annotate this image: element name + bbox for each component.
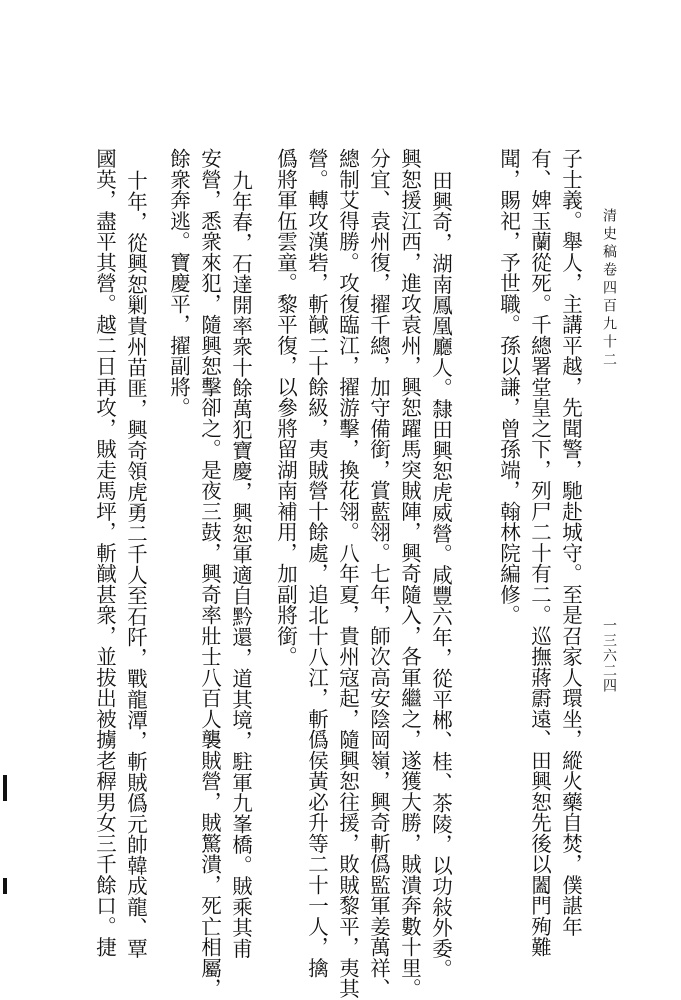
text-column-5: 興恕援江西，進攻袁州，興恕躍馬突賊陣，興奇隨入，各軍繼之，遂獲大勝，賊潰奔數十里。 (397, 148, 422, 999)
text-column-11: 安營，悉衆來犯，隨興恕擊卻之。是夜三鼓，興奇率壯士八百人襲賊營，賊驚潰，死亡相屬， (197, 148, 222, 999)
running-header-title: 清史稿卷四百九十二 (601, 208, 617, 370)
binding-mark-top (3, 775, 7, 801)
text-column-13: 十年，從興恕剿貴州苗匪，興奇領虎勇二千人至石阡，戰龍潭，斬賊僞元帥韓成龍、覃 (123, 170, 148, 959)
text-column-8: 營。轉攻漢砦，斬馘二十餘級，夷賊營十餘處，追北十八江，斬僞侯黃必升等二十一人，擒 (304, 148, 329, 978)
page-number: 一三六二四 (601, 618, 617, 693)
text-column-14: 國英，盡平其營。越二日再攻，賊走馬坪，斬馘甚衆，並拔出被擄老稺男女三千餘口。捷 (92, 148, 117, 958)
text-column-6: 分宜、袁州復，擢千總，加守備銜，賞藍翎。七年，師次高安陰岡嶺，興奇斬僞監軍姜萬祥、 (366, 148, 391, 999)
text-column-10: 九年春，石達開率衆十餘萬犯寶慶，興恕軍適自黔還，道其境，駐軍九峯橋。賊乘其甫 (228, 170, 253, 959)
text-column-12: 餘衆奔逃。寶慶平，擢副將。 (166, 148, 191, 418)
text-column-4: 田興奇，湖南鳳凰廳人。隸田興恕虎威營。咸豐六年，從平郴、桂、茶陵，以功敍外委。 (428, 170, 453, 980)
text-column-2: 有、婢玉蘭從死。千總署堂皇之下，列尸二十有二。巡撫蔣霨遠、田興恕先後以闔門殉難 (527, 148, 552, 958)
text-column-9: 僞將軍伍雲童。黎平復，以參將留湖南補用，加副將銜。 (273, 148, 298, 667)
text-column-1: 子士義。舉人，主講平越，先聞警，馳赴城守。至是召家人環坐，縱火藥自焚，僕諶年 (558, 148, 583, 937)
text-column-7: 總制艾得勝。攻復臨江，擢游擊，換花翎。八年夏，貴州寇起，隨興恕往援，敗賊黎平，夷其 (335, 148, 360, 999)
binding-mark-bottom (3, 878, 7, 894)
text-column-3: 聞，賜祀，予世職。孫以謙，曾孫端，翰林院編修。 (496, 148, 521, 626)
